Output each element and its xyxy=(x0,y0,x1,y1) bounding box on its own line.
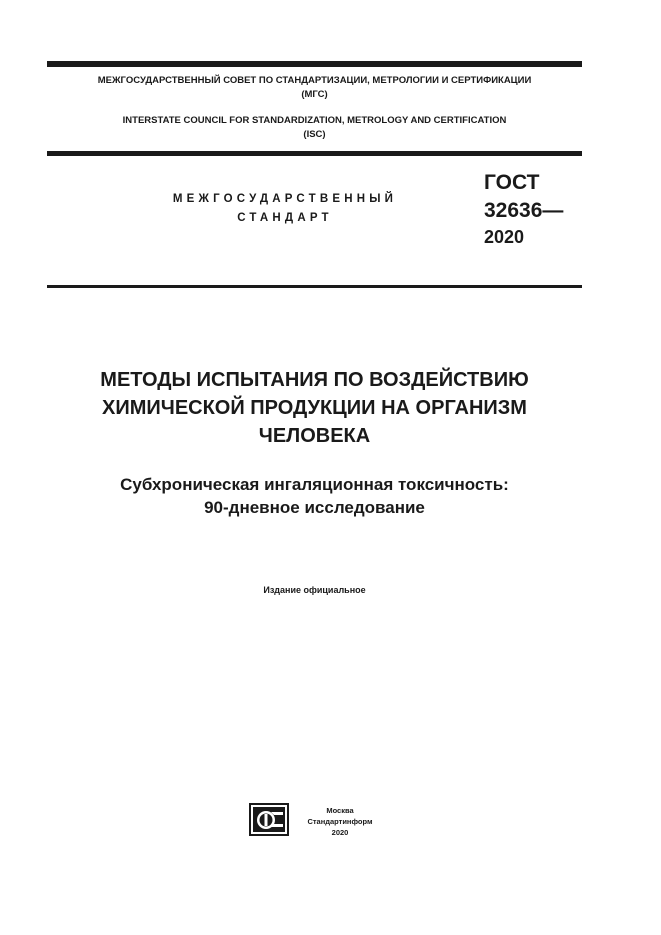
subtitle-line1: Субхроническая ингаляционная токсичность: xyxy=(120,475,509,494)
document-subtitle xyxy=(47,473,582,519)
council-abbr-en: (ISC) xyxy=(303,129,326,140)
council-name-ru xyxy=(47,74,582,102)
council-name-ru-line1: МЕЖГОСУДАРСТВЕННЫЙ СОВЕТ ПО СТАНДАРТИЗАЦИИ, МЕТРОЛОГИИ И СЕРТИФИКАЦИИ xyxy=(97,75,532,86)
standard-designation xyxy=(484,169,563,249)
publisher-year: 2020 xyxy=(331,828,349,837)
council-abbr-ru: (МГС) xyxy=(301,89,328,100)
title-line1: МЕТОДЫ ИСПЫТАНИЯ ПО ВОЗДЕЙСТВИЮ xyxy=(100,369,529,391)
publisher-info xyxy=(296,805,384,838)
title-line3: ЧЕЛОВЕКА xyxy=(258,425,371,447)
subtitle-line2: 90-дневное исследование xyxy=(204,498,425,517)
title-line2: ХИМИЧЕСКОЙ ПРОДУКЦИИ НА ОРГАНИЗМ xyxy=(102,397,527,419)
top-rule xyxy=(47,61,582,67)
designation-year: 2020 xyxy=(484,227,525,247)
council-name-en-line1: INTERSTATE COUNCIL FOR STANDARDIZATION, METROLOGY AND CERTIFICATION xyxy=(122,115,507,126)
publisher-name: Стандартинформ xyxy=(307,817,373,826)
designation-prefix: ГОСТ xyxy=(484,171,540,194)
publisher-city: Москва xyxy=(326,806,354,815)
designation-number: 32636— xyxy=(484,199,564,222)
council-bottom-rule xyxy=(47,151,582,156)
header-bottom-rule xyxy=(47,285,582,288)
standard-type-line2: СТАНДАРТ xyxy=(237,212,333,224)
document-title xyxy=(47,366,582,450)
edition-label: Издание официальное xyxy=(263,585,366,595)
standard-type-line1: МЕЖГОСУДАРСТВЕННЫЙ xyxy=(172,193,398,205)
council-name-en xyxy=(47,114,582,142)
standartinform-logo-icon xyxy=(249,803,289,836)
